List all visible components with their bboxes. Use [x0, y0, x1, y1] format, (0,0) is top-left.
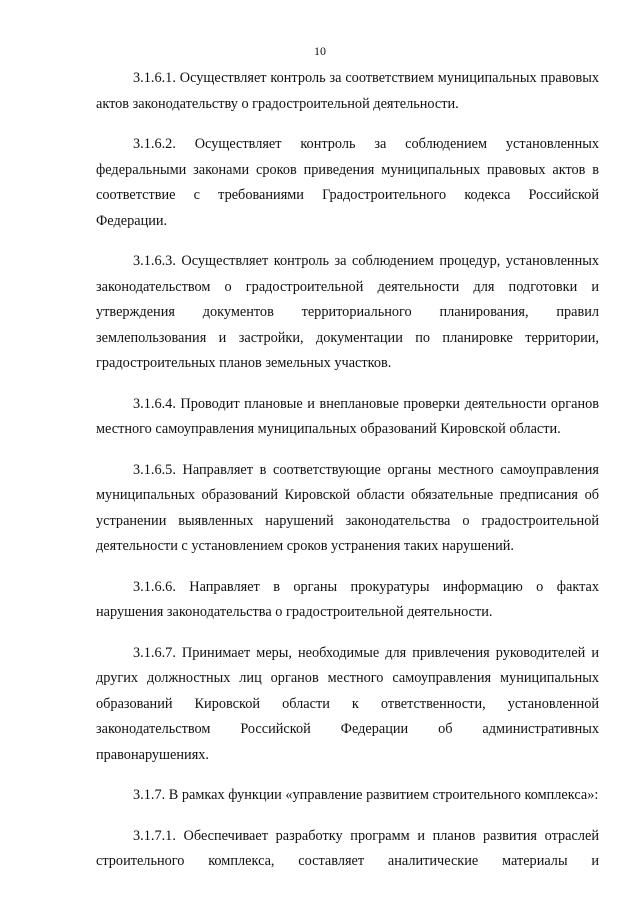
paragraph-3-1-6-2: 3.1.6.2. Осуществляет контроль за соблюдением установленных федеральными законами сроков приведения муниципальных правовых актов в соответствие с требованиями Градостроительного кодекса Российской Федерации. [96, 136, 599, 229]
page-number: 10 [314, 44, 326, 58]
paragraph-3-1-6-4: 3.1.6.4. Проводит плановые и внеплановые проверки деятельности органов местного самоуправления муниципальных образований Кировской области. [96, 395, 599, 437]
paragraph-3-1-6-3: 3.1.6.3. Осуществляет контроль за соблюдением процедур, установленных законодательством о градостроительной деятельности для подготовки и утверждения документов территориального планирования, правил землепользования и застройки, документации по планировке территории, градостроительных планов земельных участков. [96, 253, 599, 371]
paragraph-3-1-6-7: 3.1.6.7. Принимает меры, необходимые для привлечения руководителей и других должностных лиц органов местного самоуправления муниципальных образований Кировской области к ответственности, установленной законодательством Российской Федерации об административных правонарушениях. [96, 644, 599, 763]
paragraph-3-1-7: 3.1.7. В рамках функции «управление развитием строительного комплекса»: [133, 787, 599, 803]
paragraph-3-1-7-1: 3.1.7.1. Обеспечивает разработку программ и планов развития отраслей строительного комплекса, составляет аналитические материалы и [96, 827, 599, 869]
paragraph-3-1-6-5: 3.1.6.5. Направляет в соответствующие органы местного самоуправления муниципальных образований Кировской области обязательные предписания об устранении выявленных нарушений законодательства о градостроительной деятельности с установлением сроков устранения таких нарушений. [96, 461, 599, 554]
document-body [96, 66, 599, 875]
paragraph-3-1-6-6: 3.1.6.6. Направляет в органы прокуратуры информацию о фактах нарушения законодательства о градостроительной деятельности. [96, 578, 599, 620]
paragraph-3-1-6-1: 3.1.6.1. Осуществляет контроль за соответствием муниципальных правовых актов законодательству о градостроительной деятельности. [96, 70, 599, 112]
